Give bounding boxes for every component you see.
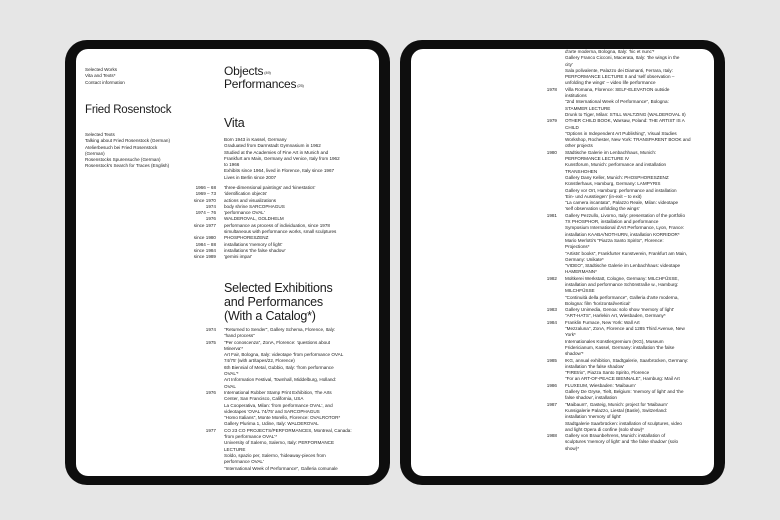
- exhibition-text: Städtische Galerie im Lenbachhaus, Munich:: [565, 149, 657, 155]
- exhibition-text: "VIDEO", Städtische Galerie im Lenbachhaus: videotape: [565, 263, 681, 269]
- nav-link-vita-texts[interactable]: Vita and Texts*: [85, 73, 116, 79]
- exhibition-text: "Continuità della performance", Galleria d'arte moderna,: [565, 294, 679, 300]
- exhibition-text: 6th Biennial of Metal, Gubbio, Italy: 'from performance: [224, 364, 334, 370]
- exhibition-text: Fridericianum, Kassel, Germany: installation 'the false: [565, 344, 675, 350]
- timeline-text: simultaneous with performance works, small sculptures: [224, 229, 337, 235]
- bio-line: Studied at the Academies of Fine Art in Munich and: [224, 149, 329, 155]
- left-screen: [76, 49, 379, 476]
- exhibitions-continued-list: [511, 49, 701, 452]
- exhibition-text: Künstlerhaus, Hamburg, Germany: LAMPYRIS: [565, 181, 661, 187]
- exhibition-text: "For an ART-OF-PEACE BIENNALE", Hamburg: Mail Art: [565, 376, 680, 382]
- exhibition-text: La Cooperativa, Milan: 'from performance OVAL', and: [224, 402, 333, 408]
- exhibition-text: MILCHFÜSSE: [565, 288, 595, 294]
- timeline-year: 1974: [205, 203, 216, 209]
- exhibition-text: Villa Romana, Florence: SELF-ELEVATION outside: [565, 86, 670, 92]
- exhibition-text: CO 23 CO PROJECTS/PERFORMANCES, Montreal, Canada:: [224, 427, 352, 433]
- bio-text: [224, 137, 340, 181]
- exhibition-text: OTHER CHILD BOOK, Warsaw, Poland: THE ARTIST IS A: [565, 118, 685, 124]
- exhibition-text: installation and performance Schönstraße w., Hamburg:: [565, 281, 679, 287]
- timeline-text: performance as process of individuation, since 1978: [224, 222, 330, 228]
- bio-line: Exhibits since 1964, lived in Florence, Italy since 1967: [224, 168, 335, 174]
- exhibition-year: 1977: [205, 427, 216, 433]
- exhibition-year: 1986: [546, 382, 557, 388]
- exhibition-text: Kunstforum, Munich: performance and installation: [565, 162, 667, 168]
- exhibition-text: Art Information Festival, Townhall, Middelburg, Holland:: [224, 377, 337, 383]
- exhibition-text: Minerva'*: [224, 345, 244, 351]
- exhibition-text: Gallery Pezzullo, Livorno, Italy: presentation of the portfolio: [565, 212, 686, 218]
- texts-nav-link[interactable]: Rosenstock's Search for Traces (English): [85, 163, 170, 169]
- exhibition-text: IKG, annual exhibition, Stadtgalerie, Saarbrücken, Germany:: [565, 357, 689, 363]
- performances-link[interactable]: Performances$^{(25)}$: [224, 77, 304, 91]
- exhibition-text: performance OVAL': [224, 459, 264, 465]
- exhibition-text: Soldo, spazio per, Salerno, 'hideaway-pieces from: [224, 452, 326, 458]
- exhibition-text: University of Salerno, Salerno, Italy: PERFORMANCE: [224, 440, 335, 446]
- exhibition-text: Internationales Künstlergremium (IKG), Museum: [565, 338, 664, 344]
- exhibition-text: Drunk to Tiger, Milan: STILL WALTZING (WALDEROVAL II): [565, 111, 686, 117]
- right-tablet: [400, 40, 725, 485]
- exhibition-year: 1980: [546, 149, 557, 155]
- exhibitions-heading: Selected Exhibitions and Performances (With a Catalog*): [224, 281, 333, 323]
- timeline-year: 1974 – 76: [195, 210, 216, 216]
- exhibition-year: 1974: [205, 327, 216, 332]
- exhibition-text: Gallery De Gryse, Tielt, Belgium: 'memory of light' and 'the: [565, 389, 684, 395]
- texts-nav-link[interactable]: Rosenstocks Spurensuche (German): [85, 157, 161, 163]
- timeline-text: body shrine SARCOPHAGUS: [224, 203, 285, 209]
- exhibition-year: 1979: [546, 118, 557, 124]
- objects-link[interactable]: Objects$^{(49)}$: [224, 64, 271, 78]
- texts-nav-link[interactable]: Atelierbesuch bei Fried Rosenstock: [85, 144, 158, 150]
- exhibition-text: PERFORMANCE LECTURE II and 'self observation –: [565, 74, 675, 80]
- texts-nav-link[interactable]: (German): [85, 150, 105, 156]
- exhibition-year: 1982: [546, 275, 557, 281]
- exhibition-text: 74/75' (with art/tapes/22, Florence): [224, 358, 295, 364]
- timeline-text: WALDEROVAL, GOLDHELM: [224, 216, 284, 222]
- exhibition-text: 'self observation unfolding the wings': [565, 206, 640, 212]
- exhibition-year: 1985: [546, 357, 557, 363]
- exhibition-text: "Options in Independent Art Publishing", Visual Studies: [565, 130, 677, 136]
- exhibition-year: [511, 446, 565, 452]
- exhibition-text: Sala polivalente, Palazzo dei Diamanti, Ferrara, Italy:: [565, 67, 674, 73]
- exhibition-text: installation 'the false shadow': [565, 363, 625, 369]
- timeline-year: since 1980: [193, 235, 216, 241]
- category-links: [224, 65, 304, 91]
- exhibitions-list: [134, 327, 374, 472]
- timeline-year: 1969 – 73: [195, 191, 216, 197]
- main-nav: [85, 67, 125, 86]
- bio-line: to 1966: [224, 162, 240, 168]
- exhibition-text: "Returned to Sender", Gallery Schema, Florence, Italy:: [224, 327, 336, 332]
- exhibition-row: [134, 466, 374, 472]
- exhibition-text: shadow'*: [565, 351, 584, 357]
- exhibition-text: Stadtgalerie Saarbrücken: installation of sculptures, video: [565, 420, 682, 426]
- timeline-year: since 1984: [193, 247, 216, 253]
- exhibition-text: Art Fair, Bologna, Italy: videotape 'from performance OVAL: [224, 352, 344, 358]
- exhibition-text: STAMMER LECTURE: [565, 105, 611, 111]
- exhibition-text: videotapes 'OVAL 74/75' and SARCOPHAGUS: [224, 408, 320, 414]
- timeline-year: 1966 – 68: [195, 185, 216, 190]
- exhibition-year: [134, 466, 224, 472]
- exhibition-text: "Mezzaluna", ZonA, Florence and 1285 Third Avenue, New: [565, 326, 685, 332]
- exhibition-text: "La camera incantata", Palazzo Reale, Milan: videotape: [565, 200, 679, 206]
- exhibition-row: [511, 446, 701, 452]
- exhibition-text: false shadow', installation: [565, 395, 617, 401]
- exhibition-text: installation 'memory of light': [565, 414, 622, 420]
- timeline-text: 'gemini impar': [224, 254, 253, 260]
- exhibition-text: Kunsigalerie Palazzo, Liestal (Basle), Switzerland:: [565, 407, 668, 413]
- exhibition-year: 1988: [546, 433, 557, 439]
- timeline-year: since 1970: [193, 197, 216, 203]
- exhibition-text: installation KAABA/NOTHURN, installation KORRIDOR*: [565, 231, 680, 237]
- timeline-text: 'performance OVAL': [224, 210, 265, 216]
- timeline-text: PHOSPHORESZENZ: [224, 235, 269, 241]
- exhibition-year: 1978: [546, 86, 557, 92]
- texts-nav-heading: Selected Texts: [85, 132, 115, 137]
- exhibition-year: 1975: [205, 339, 216, 345]
- exhibition-text: Gallery Dany Keller, Munich: PHOSPHORESZENZ: [565, 174, 669, 180]
- exhibition-text: Gallery von Braunbehrens, Munich: installation of: [565, 433, 666, 439]
- exhibition-text: Workshop, Rochester, New York: TRANSPARENT BOOK and: [565, 137, 691, 143]
- exhibition-text: Gallery Franco Cicconi, Macerata, Italy: 'the wings in the: [565, 55, 680, 61]
- exhibition-text: institutions: [565, 93, 587, 99]
- exhibition-text: show)*: [565, 445, 580, 451]
- timeline-year: 1984 – 88: [195, 241, 216, 247]
- timeline-text: 'three-dimensional paintings' and 'kinestatics': [224, 185, 316, 190]
- texts-nav-link[interactable]: Talking about Fried Rosenstock (German): [85, 138, 171, 144]
- exhibition-text: TRANSHOHEN: [565, 168, 598, 174]
- timeline-year: 1976: [205, 216, 216, 222]
- exhibition-text: PERFORMANCE LECTURE IV: [565, 156, 630, 162]
- bio-line: Lives in Berlin since 2007: [224, 174, 277, 180]
- bio-line: Graduated from Darmstadt Gymnasium in 1962: [224, 143, 321, 149]
- exhibition-text: 7X PHOSPHOR, installation and performance: [565, 219, 659, 225]
- exhibition-year: 1983: [546, 307, 557, 313]
- exhibition-text: "International Week of Performance", Galleria comunale: [224, 465, 338, 471]
- exhibition-text: "FIREtrix", Piazza Santo Spirito, Florence: [565, 370, 650, 376]
- right-screen: [411, 49, 714, 476]
- exhibition-text: International Rubber Stamp Print Exhibition, The Arts: [224, 389, 332, 395]
- exhibition-year: 1981: [546, 212, 557, 218]
- texts-nav: [85, 132, 170, 170]
- exhibition-year: 1987: [546, 401, 557, 407]
- exhibition-text: FLUXEUM, Wiesbaden: 'Maibaum': [565, 382, 636, 388]
- exhibition-text: CHILD: [565, 124, 579, 130]
- timeline-row: [134, 254, 374, 260]
- exhibition-text: York*: [565, 332, 576, 338]
- nav-link-selected-works[interactable]: Selected Works: [85, 67, 118, 72]
- performances-count: (25): [297, 83, 304, 88]
- exhibition-text: d'arte moderna, Bologna, Italy: 'hic et nunc'*: [565, 49, 655, 54]
- exhibition-text: Symposium International d'Art Performance, Lyon, France:: [565, 225, 685, 231]
- exhibition-text: sculptures 'memory of light' and 'the false shadow' (solo: [565, 439, 679, 445]
- exhibition-text: Franklin Furnace, New York: Wall Art: [565, 319, 640, 325]
- exhibition-text: 'Ein- und Ausstiegen' (in-exit – to exit): [565, 193, 642, 199]
- exhibition-text: city': [565, 61, 573, 67]
- timeline-list: [134, 185, 374, 261]
- exhibition-text: LECTURE: [224, 446, 246, 452]
- bio-line: Frankfurt am Main, Germany and Venice, Italy from 1962: [224, 155, 340, 161]
- exhibition-text: Gallery Unimedia, Genoa: solo show 'memory of light': [565, 307, 674, 313]
- exhibition-text: Mario Merlotti's "Piazza Santo Spirito", Florence:: [565, 237, 664, 243]
- exhibition-text: unfolding the wings' – video life performance: [565, 80, 656, 86]
- exhibition-text: "ART-HATS", Harlekin Art, Wiesbaden, Germany*: [565, 313, 666, 319]
- timeline-text: installations 'memory of light': [224, 241, 283, 247]
- exhibition-text: Germany: Unikate*: [565, 256, 604, 262]
- exhibition-text: Center, San Francisco, California, USA: [224, 396, 304, 402]
- timeline-year: since 1989: [193, 254, 216, 260]
- exhibition-text: 'from performance OVAL'*: [224, 434, 277, 440]
- exhibition-text: "Homo Italians", Monte Morello, Florence: OVALROTOR*: [224, 415, 341, 421]
- bio-line: Born 1943 in Kassel, Germany: [224, 137, 287, 142]
- timeline-text: 'identification objects': [224, 191, 268, 197]
- timeline-year: since 1977: [193, 222, 216, 228]
- nav-link-contact[interactable]: Contact information: [85, 79, 125, 85]
- exhibition-text: "Artists' books", Frankfurter Kunstverein, Frankfurt am Main,: [565, 250, 688, 256]
- exhibition-text: Moltkerei Werkstatt, Cologne, Germany: MILCHFÜSSE,: [565, 275, 679, 281]
- timeline-text: installations 'the false shadow': [224, 247, 286, 253]
- exhibition-text: Projections*: [565, 244, 590, 250]
- exhibition-text: other projects: [565, 143, 593, 149]
- left-tablet: [65, 40, 390, 485]
- exhibition-text: OVAL: [224, 383, 236, 389]
- exhibition-text: "hand process": [224, 333, 255, 339]
- exhibition-text: Bologna: film 'horizontal/vertical': [565, 300, 631, 306]
- exhibition-text: "Maibaum", Gasteig, Munich: project for 'Maibaum': [565, 401, 668, 407]
- timeline-text: actions and visualizations: [224, 197, 277, 203]
- exhibition-text: and light Opera di confine (solo show)*: [565, 426, 644, 432]
- exhibition-year: 1976: [205, 389, 216, 395]
- exhibition-text: Gallery vor Ort, Hamburg: performance and installation: [565, 187, 677, 193]
- vita-heading: Vita: [224, 116, 245, 130]
- exhibition-text: "Per conoscenza", ZonA, Florence: 'questions about: [224, 339, 331, 345]
- exhibition-text: Gallery Plurima 1, Udine, Italy: WALDEROVAL: [224, 421, 319, 427]
- exhibition-text: "2nd International Week of Performance", Bologna:: [565, 99, 669, 105]
- exhibition-text: HAMERMANN*: [565, 269, 597, 275]
- objects-count: (49): [264, 70, 271, 75]
- artist-name: Fried Rosenstock: [85, 104, 172, 116]
- exhibition-text: OVAL'*: [224, 371, 239, 377]
- exhibition-year: 1984: [546, 319, 557, 325]
